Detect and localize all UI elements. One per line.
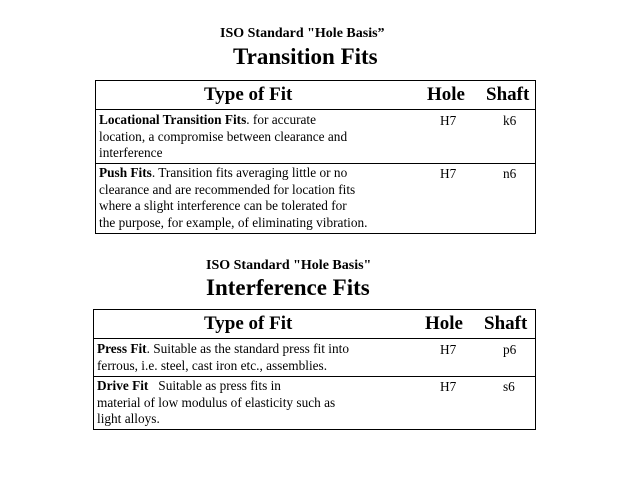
header-type-of-fit: Type of Fit bbox=[204, 313, 293, 334]
fit-description: Suitable as press fits in bbox=[148, 378, 281, 393]
fit-description: . for accurate bbox=[246, 112, 317, 127]
table-row bbox=[97, 378, 335, 428]
table-row bbox=[99, 165, 367, 231]
header-shaft: Shaft bbox=[486, 84, 530, 105]
fit-description: location, a compromise between clearance and bbox=[99, 128, 348, 144]
fit-description: interference bbox=[99, 145, 163, 160]
table-row bbox=[99, 112, 347, 162]
hole-value: H7 bbox=[440, 113, 457, 128]
fit-description: where a slight interference can be tolerated for bbox=[99, 198, 347, 213]
row-divider bbox=[96, 163, 535, 164]
shaft-value: n6 bbox=[503, 166, 517, 181]
transition-table bbox=[95, 80, 536, 234]
header-divider bbox=[94, 338, 535, 339]
header-type-of-fit: Type of Fit bbox=[204, 84, 293, 105]
fit-description: . Suitable as the standard press fit into bbox=[146, 341, 349, 356]
fit-name: Press Fit bbox=[97, 341, 147, 356]
header-shaft: Shaft bbox=[484, 313, 528, 334]
shaft-value: p6 bbox=[503, 342, 517, 357]
hole-value: H7 bbox=[440, 342, 457, 357]
header-divider bbox=[96, 109, 535, 110]
table-row bbox=[97, 341, 349, 374]
row-divider bbox=[94, 376, 535, 377]
fit-name: Locational Transition Fits bbox=[99, 112, 247, 127]
fit-description: clearance and are recommended for location fits bbox=[99, 181, 356, 197]
shaft-value: k6 bbox=[503, 113, 517, 128]
transition-subtitle: ISO Standard "Hole Basis” bbox=[220, 26, 385, 41]
fit-description: material of low modulus of elasticity such as bbox=[97, 394, 336, 410]
interference-title: Interference Fits bbox=[206, 275, 370, 300]
shaft-value: s6 bbox=[503, 379, 515, 394]
fit-description: ferrous, i.e. steel, cast iron etc., assemblies. bbox=[97, 357, 328, 373]
hole-value: H7 bbox=[440, 379, 457, 394]
fit-description: light alloys. bbox=[97, 411, 160, 426]
hole-value: H7 bbox=[440, 166, 457, 181]
interference-table bbox=[93, 309, 536, 430]
fit-name: Push Fits bbox=[99, 165, 152, 180]
header-hole: Hole bbox=[427, 84, 465, 105]
transition-title: Transition Fits bbox=[233, 44, 378, 69]
interference-subtitle: ISO Standard "Hole Basis" bbox=[206, 258, 372, 273]
fit-description: the purpose, for example, of eliminating vibration. bbox=[99, 214, 368, 230]
header-hole: Hole bbox=[425, 313, 463, 334]
fit-name: Drive Fit bbox=[97, 378, 149, 393]
fit-description: . Transition fits averaging little or no bbox=[151, 165, 348, 180]
